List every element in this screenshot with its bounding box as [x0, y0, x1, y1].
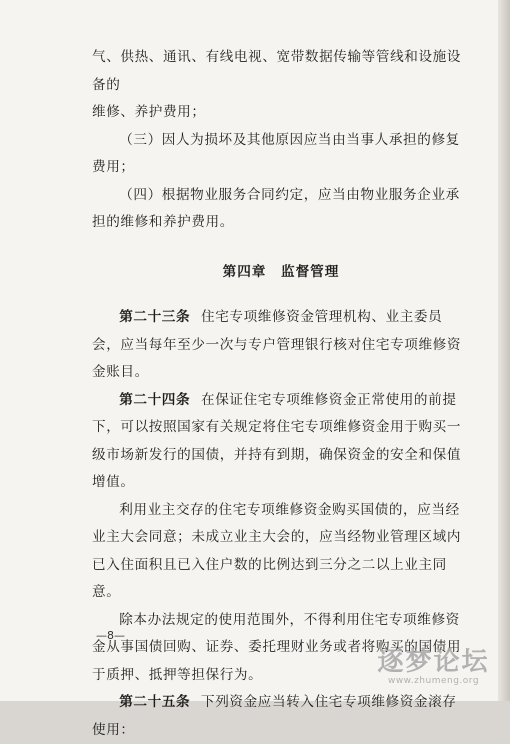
continued-text-line-2: 维修、养护费用；: [92, 104, 206, 120]
article-23-title: 第二十三条: [119, 309, 191, 325]
article-23-body: 住宅专项维修资金管理机构、业主委员会，应当每年至少一次与专户管理银行核对住宅专项维修资金账目。: [92, 309, 462, 380]
page-number: —8—: [96, 629, 125, 642]
site-watermark: [365, 649, 502, 691]
list-item-3: （三）因人为损坏及其他原因应当由当事人承担的修复费用；: [92, 131, 460, 175]
watermark-url: www.zhumeng.org: [387, 676, 480, 686]
article-24-title: 第二十四条: [119, 391, 191, 408]
article-24-paragraph-3: 除本办法规定的使用范围外，不得利用住宅专项维修资金从事国债回购、证券、委托理财业务或者将购买的国债用于质押、抵押等担保行为。: [92, 611, 462, 683]
watermark-title: 逐梦论坛: [377, 647, 490, 677]
article-25: [92, 689, 470, 744]
article-24-paragraph-2: 利用业主交存的住宅专项维修资金购买国债的，应当经业主大会同意；未成立业主大会的，应当经物业管理区域内已入住面积且已入住户数的比例达到三分之二以上业主同意。: [92, 501, 462, 600]
continued-text-line-1: 气、供热、通讯、有线电视、宽带数据传输等管线和设施设备的: [92, 49, 462, 93]
page-edge-shadow: [498, 0, 510, 701]
article-23: [92, 304, 470, 387]
document-body: [92, 44, 470, 744]
article-24-body: 在保证住宅专项维修资金正常使用的前提下，可以按照国家有关规定将住宅专项维修资金用于购买一级市场新发行的国债，并持有到期，确保资金的安全和保值增值。: [92, 391, 462, 490]
article-24: [92, 387, 470, 497]
list-item-4: （四）根据物业服务合同约定，应当由物业服务企业承担的维修和养护费用。: [92, 186, 460, 230]
article-25-body: 下列资金应当转入住宅专项维修资金滚存使用：: [92, 694, 457, 738]
chapter-heading: 第四章 监督管理: [222, 263, 340, 280]
article-25-title: 第二十五条: [119, 694, 191, 710]
